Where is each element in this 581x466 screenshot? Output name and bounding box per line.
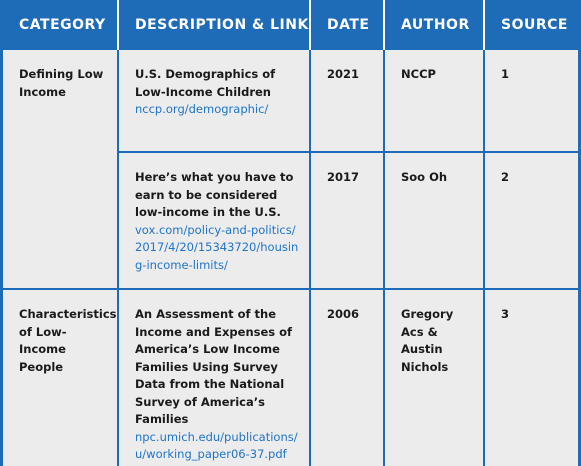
sources-table (3, 0, 578, 466)
source-link[interactable]: npc.umich.edu/publications/u/working_paper06-37.pdf (135, 429, 298, 461)
source-link[interactable]: vox.com/policy-and-politics/2017/4/20/15343720/housing-income-limits/ (135, 222, 299, 272)
category-cell: Defining Low Income (3, 50, 118, 289)
description-cell (118, 50, 310, 152)
date-cell: 2006 (310, 289, 384, 466)
table-row (3, 289, 578, 466)
author-cell: NCCP (384, 50, 484, 152)
source-cell: 1 (484, 50, 578, 152)
header-description[interactable]: DESCRIPTION & LINK (118, 0, 310, 50)
header-category[interactable]: CATEGORY (3, 0, 118, 50)
author-cell: Soo Oh (384, 152, 484, 289)
header-date[interactable]: DATE (310, 0, 384, 50)
date-cell: 2021 (310, 50, 384, 152)
description-title: Here’s what you have to earn to be considered low-income in the U.S. (135, 170, 294, 219)
header-row (3, 0, 578, 50)
description-title: U.S. Demographics of Low-Income Children (135, 67, 276, 99)
table-row (3, 50, 578, 152)
header-author[interactable]: AUTHOR (384, 0, 484, 50)
source-cell: 2 (484, 152, 578, 289)
date-cell: 2017 (310, 152, 384, 289)
author-cell: Gregory Acs & Austin Nichols (384, 289, 484, 466)
description-cell (118, 152, 310, 289)
category-cell: Characteristics of Low-Income People (3, 289, 118, 466)
source-cell: 3 (484, 289, 578, 466)
description-title: An Assessment of the Income and Expenses of America’s Low Income Families Using Survey Data from the National Survey of America’s Families (135, 307, 293, 426)
source-link[interactable]: nccp.org/demographic/ (135, 102, 269, 116)
header-source[interactable]: SOURCE (484, 0, 578, 50)
description-cell (118, 289, 310, 466)
